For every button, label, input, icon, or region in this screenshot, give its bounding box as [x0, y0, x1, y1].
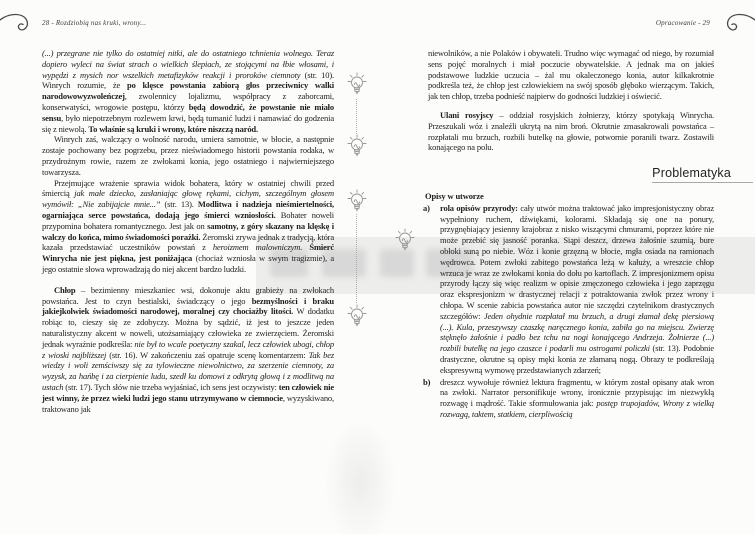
paragraph: niewolników, a nie Polaków i obywateli. Trudno więc wymagać od niego, by rozumiał sens pojęć moralnych i miał poczucie obywatelskie. A jednak ma on jakieś podstawowe ludzkie uczucia – żal mu okaleczonego konia, autor kilkakrotnie podkreśla też, że chłop jest człowiekiem na swój sposób głęboko wierzącym. Takich, jak ten chłop, trzeba podnieść najpierw do godności ludzkiej i oświecić. — [428, 48, 714, 102]
flourish-icon — [0, 11, 36, 37]
dotted-connector — [356, 99, 357, 134]
paragraph-ulani: Ulani rosyjscy – oddział rosyjskich żołnierzy, którzy spotykają Winrycha. Przeszukali wóz i znaleźli ukrytą na nim broń. Okrutnie zmasakrowali powstańca – rozpłatali mu brzuch, rozbili butelkę na głowie, potwornie poranili twarz. Zostawili konającego na polu. — [428, 109, 714, 153]
paragraph: (...) przegrane nie tylko do ostatniej nitki, ale do ostatniego tchnienia wolnego. Teraz dopiero wyleci na świat strach o wielkich ślepiach, ze stojącymi na łbie włosami, i wypędzi z mysich nor wszelkich metafizyków reakcji i proroków ciemnoty (str. 10). Winrych rozumie, że po klęsce powstania zabiorą głos przeciwnicy walki narodowowyzwoleńczej, zwolennicy lojalizmu, współpracy z zaborcami, konserwatyści, wrogowie postępu, którzy będą dowodzić, że powstanie nie miało sensu, było niepotrzebnym rozlewem krwi, będą tumanić ludzi i namawiać do godzenia się z niewolą. To właśnie są kruki i wrony, które niszczą naród. — [42, 48, 335, 134]
list-item-label: a) — [423, 202, 430, 213]
subsection-title: Opisy w utworze — [425, 190, 484, 201]
section-rule — [652, 182, 753, 183]
right-page-text — [423, 48, 731, 420]
section-heading: Problematyka — [652, 166, 731, 181]
lightbulb-icon — [395, 228, 415, 254]
lightbulb-icon — [347, 304, 367, 330]
list-item-text: rola opisów przyrody: cały utwór można traktować jako impresjonistyczny obraz wypełniony ruchem, dźwiękami, kolorami. Składają się one na ponury, przygnębiający jesienny krajobraz z nisko wiszącymi chmurami, poprzez które nie może przebić się jasność poranka. Siąpi deszcz, drzewa żałośnie szumią, bure obłoki suną po niebie. Wóz i konie grzęzną w błocie, mgła osiada na ramionach wędrowca. Potem zwłoki zabitego powstańca leżą w kałuży, a wreszcie chłop wrzuca je wraz ze zwłokami konia do dołu po kartoflach. Z impresjonizmem opisu przyrody łączy się więc realizm w opisie zmęczonego człowieka i jego zaprzęgu oraz ekspresjonizm w drastycznej relacji z potraktowania zwłok przez wrony i chłopa. W scenie zabicia powstańca autor nie szczędzi czytelnikom drastycznych szczegółów: Jeden ohydnie rozpłatał mu brzuch, a drugi złamał dekę piersiową (...). Kula, przeszywszy czaszkę naręcznego konia, zabiła go na miejscu. Zwierzę stęknęło żałośnie i padło bez tchu na nogi konającego Andrzeja. Żołnierze (...) rozbili butelkę na jego czaszce i podarli mu ostrogami policzki (str. 13). Podobnie drastyczne, okrutne są opisy męki konia ze złamaną nogą. Obrazy te podkreślają ekspresywną wymowę przedstawianych zdarzeń; — [440, 202, 714, 375]
left-page-header: 28 - Rozdziobią nas kruki, wrony... — [42, 19, 147, 27]
lightbulb-icon — [347, 189, 367, 215]
paragraph: Przejmujące wrażenie sprawia widok bohatera, który w ostatniej chwili przed śmiercią jak małe dziecko, zasłaniając głowę rękami, cichym, szczególnym głosem wymówił: „Nie zabijajcie mnie...” (str. 13). Modlitwa i nadzieja nieśmiertelności, ogarniająca serce powstańca, dodają jego śmierci wzniosłości. Bohater noweli przypomina bohatera romantycznego. Jest jak on samotny, z góry skazany na klęskę i walczy do końca, mimo świadomości porażki. Żeromski zrywa jednak z tradycją, która kazała przedstawiać uczestników powstań z heroizmem malowniczym. Śmierć Winrycha nie jest piękna, jest poniżająca (chociaż wzniosła w swym tragizmie), a jego ostatnie słowa wprowadzają do niej akcent bardzo ludzki. — [42, 177, 335, 274]
paragraph: Winrych zaś, walczący o wolność narodu, umiera samotnie, w błocie, a następnie zostaje pochowany bez pogrzebu, przez nieświadomego historii powstania rodaka, w przydrożnym rowie, razem ze zwłokami konia, jego ostatniego i najwierniejszego towarzysza. — [42, 134, 334, 177]
lightbulb-icon — [347, 134, 367, 160]
list-item-b — [423, 376, 715, 420]
left-page-text — [42, 48, 334, 414]
dotted-connector — [356, 214, 357, 303]
list-item-text: dreszcz wywołuje również lektura fragmentu, w którym został opisany atak wron na zwłoki. Narrator personifikuje wrony, ironicznie przypisując im niezwykłą rozwagę i mądrość. Takie sformułowania jak: postęp trupojadów, Wrony z wielką rozwagą, taktem, statkiem, cierpliwością — [440, 376, 715, 419]
list-item-a — [423, 202, 714, 376]
paragraph-chlop: Chłop – bezimienny mieszkaniec wsi, dokonuje aktu grabieży na zwłokach powstańca. Jest to czyn bestialski, świadczący o jego bezmyślności i braku jakiejkolwiek świadomości narodowej, moralnej czy chociażby litości. W dodatku robiąc to, cieszy się ze zdobyczy. Można by sądzić, iż jest to jeszcze jeden naturalistyczny akcent w noweli, utożsamiający człowieka ze zwierzęciem. Żeromski jednak wyraźnie podkreśla: nie był to wcale poetyczny szakal, lecz człowiek ubogi, chłop z wioski najbliższej (str. 16). W zakończeniu zaś opatruje scenę komentarzem: Tak bez wiedzy i woli zemściwszy się za tylowieczne niewolnictwo, za szerzenie ciemnoty, za wyzysk, za hańbę i za cierpienie ludu, szedł ku domowi z odkrytą głową i z modlitwą na ustach (str. 17). Tych słów nie trzeba wyjaśniać, ich sens jest oczywisty: ten człowiek nie jest winny, że przez wieki ludzi jego stanu utrzymywano w ciemnocie, wyzyskiwano, traktowano jak — [42, 284, 334, 414]
list-item-label: b) — [423, 376, 431, 387]
gutter-shadow — [323, 418, 397, 534]
right-page-header: Opracowanie - 29 — [655, 19, 710, 27]
flourish-icon — [719, 11, 755, 37]
lightbulb-icon — [347, 72, 367, 98]
